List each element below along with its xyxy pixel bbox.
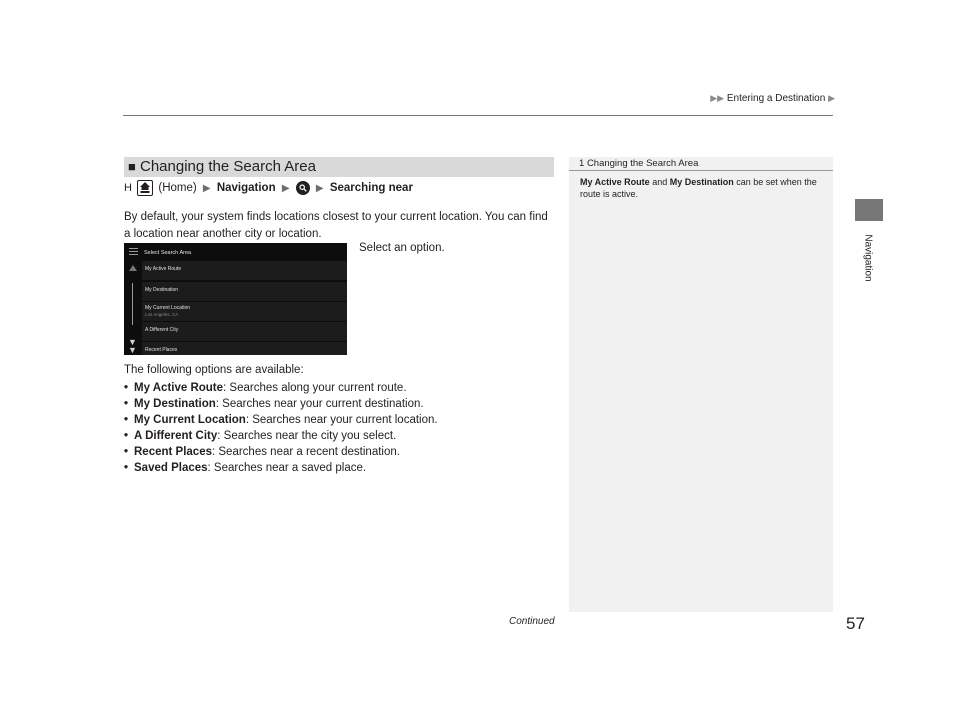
- list-item: • My Active Route: Searches along your current route.: [124, 382, 407, 394]
- screen-row-destination: My Destination: [142, 282, 347, 301]
- scroll-up-icon: [129, 265, 137, 271]
- instruction-text: Select an option.: [359, 242, 445, 254]
- arrow-icon: ▶: [828, 93, 835, 103]
- section-tab-label: Navigation: [862, 234, 874, 282]
- scroll-down-icon: ▼ ▼: [128, 337, 137, 355]
- reference-icon: 1: [579, 158, 585, 169]
- list-item: • A Different City: Searches near the city you select.: [124, 430, 397, 442]
- square-bullet-icon: ■: [128, 159, 136, 174]
- list-item: • Saved Places: Searches near a saved place.: [124, 462, 367, 474]
- menu-icon: [129, 248, 138, 257]
- scrollbar: [132, 283, 133, 325]
- sidebar-note-text: My Active Route and My Destination can be set when the route is active.: [580, 177, 817, 199]
- screen-row-current-location: My Current Location Los Angeles, CA: [142, 302, 347, 321]
- screen-left-column: [124, 243, 141, 355]
- sidebar-heading: 1 Changing the Search Area: [579, 158, 699, 169]
- path-navigation: Navigation: [216, 182, 276, 194]
- breadcrumb-text: Entering a Destination: [726, 93, 826, 104]
- navigation-screenshot: [124, 243, 347, 355]
- screen-row-recent-places: Recent Places: [142, 342, 347, 355]
- screen-row-different-city: A Different City: [142, 322, 347, 341]
- options-list: [124, 380, 438, 476]
- breadcrumb: [700, 93, 835, 104]
- arrow-icon: ▶: [281, 182, 290, 194]
- search-icon: [296, 181, 310, 195]
- page-number: 57: [846, 614, 865, 633]
- sidebar-rule: [569, 170, 833, 171]
- screen-row-active-route: My Active Route: [142, 261, 347, 280]
- section-title: Changing the Search Area: [140, 158, 316, 175]
- sidebar-note: [569, 157, 833, 612]
- header-rule: [123, 115, 833, 116]
- list-item: • My Destination: Searches near your current destination.: [124, 398, 424, 410]
- home-label: (Home): [158, 182, 197, 194]
- arrow-icon: ▶: [202, 182, 211, 194]
- section-tab: [855, 199, 883, 221]
- intro-paragraph: By default, your system finds locations closest to your current location. You can find a location near another city or location.: [124, 211, 548, 240]
- options-intro: The following options are available:: [124, 364, 304, 376]
- home-icon: [137, 180, 153, 196]
- continued-label: Continued: [509, 616, 555, 627]
- list-item: • My Current Location: Searches near your current location.: [124, 414, 438, 426]
- screen-title: Select Search Area: [144, 250, 192, 256]
- double-arrow-icon: ▶▶: [710, 93, 725, 103]
- menu-path: [124, 180, 413, 196]
- section-heading: [124, 157, 554, 177]
- list-item: • Recent Places: Searches near a recent destination.: [124, 446, 400, 458]
- arrow-icon: ▶: [315, 182, 324, 194]
- hotkey-icon: H: [124, 182, 132, 194]
- path-searching-near: Searching near: [329, 182, 413, 194]
